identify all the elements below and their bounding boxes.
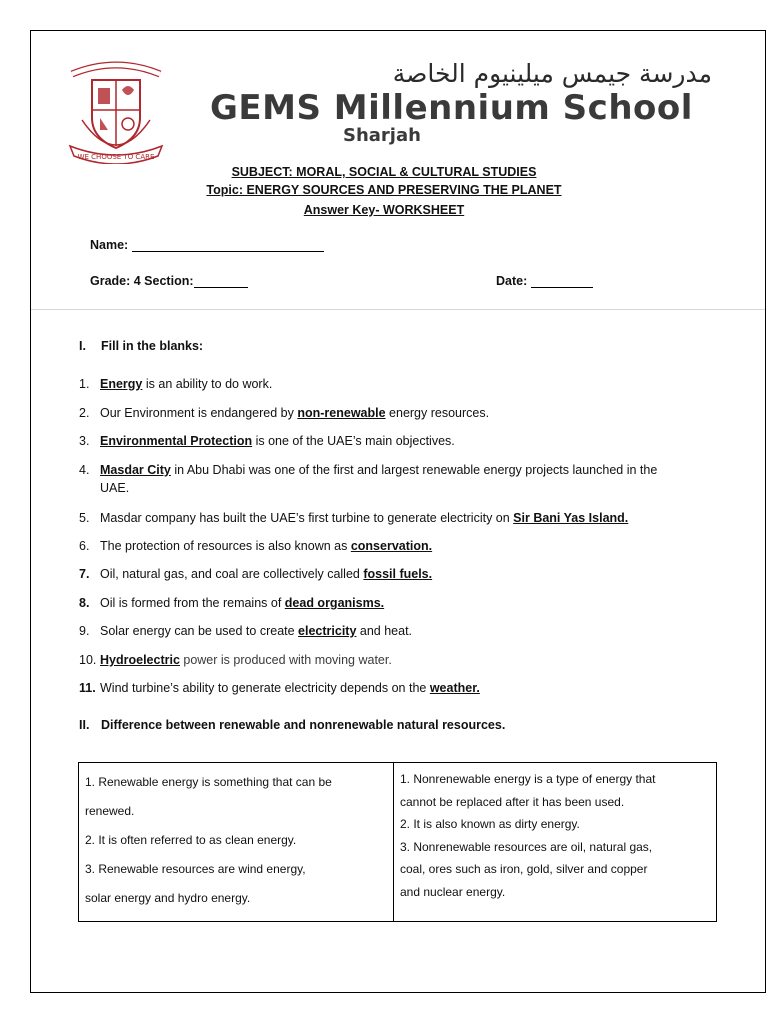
subject-heading: SUBJECT: MORAL, SOCIAL & CULTURAL STUDIES (231, 165, 537, 179)
date-field (496, 274, 593, 288)
nonrenewable-point: cannot be replaced after it has been used. (400, 794, 625, 809)
question-11: 11. Wind turbine’s ability to generate electricity depends on the weather. (79, 681, 480, 695)
answer: Energy (100, 377, 143, 391)
nonrenewable-point: coal, ores such as iron, gold, silver and copper (400, 862, 648, 876)
renewable-cell (79, 763, 394, 921)
school-crest-logo (62, 60, 170, 164)
date-label: Date: (496, 274, 528, 288)
school-name-english: GEMS Millennium School (210, 88, 693, 128)
question-4: 4. Masdar City in Abu Dhabi was one of the first and largest renewable energy projects launched in the UAE. (79, 463, 658, 495)
question-2: 2. Our Environment is endangered by non-renewable energy resources. (79, 406, 490, 420)
logo-motto: WE CHOOSE TO CARE (77, 153, 155, 161)
question-7: 7. Oil, natural gas, and coal are collectively called fossil fuels. (79, 567, 433, 581)
answer: dead organisms. (284, 596, 385, 610)
question-1: 1. Energy is an ability to do work. (79, 377, 273, 391)
question-8: 8. Oil is formed from the remains of dead organisms. (79, 596, 385, 610)
name-blank[interactable] (132, 239, 324, 252)
renewable-point: solar energy and hydro energy. (85, 891, 251, 905)
question-9: 9. Solar energy can be used to create electricity and heat. (79, 624, 413, 638)
renewable-point: 3. Renewable resources are wind energy, (85, 862, 306, 876)
header-divider (31, 309, 765, 310)
answer: non-renewable (297, 406, 386, 420)
name-field (90, 238, 324, 252)
renewable-point: 1. Renewable energy is something that can be (85, 775, 332, 789)
topic-heading: Topic: ENERGY SOURCES AND PRESERVING THE PLANET (206, 183, 562, 197)
date-blank[interactable] (531, 275, 593, 288)
document-type-heading: Answer Key- WORKSHEET (303, 203, 465, 217)
answer: Hydroelectric (100, 653, 180, 667)
nonrenewable-cell (394, 763, 716, 921)
question-10: 10. Hydroelectric power is produced with moving water. (79, 653, 392, 667)
grade-label: Grade: 4 Section: (90, 274, 194, 288)
question-6: 6. The protection of resources is also known as conservation. (79, 539, 433, 553)
name-label: Name: (90, 238, 129, 252)
nonrenewable-point: and nuclear energy. (400, 884, 506, 899)
answer: weather. (429, 681, 480, 695)
section-2-title: II. Difference between renewable and nonrenewable natural resources. (79, 718, 506, 732)
answer: Masdar City (100, 463, 171, 477)
question-3: 3. Environmental Protection is one of the UAE’s main objectives. (79, 434, 455, 448)
answer: conservation. (350, 539, 433, 553)
renewable-point: renewed. (85, 804, 135, 818)
nonrenewable-point: 3. Nonrenewable resources are oil, natural gas, (400, 839, 653, 854)
answer: Sir Bani Yas Island. (513, 511, 629, 525)
grade-section-field (90, 274, 248, 288)
renewable-point: 2. It is often referred to as clean energy. (85, 833, 297, 847)
nonrenewable-point: 1. Nonrenewable energy is a type of energy that (400, 772, 656, 786)
section-blank[interactable] (194, 275, 248, 288)
question-5: 5. Masdar company has built the UAE’s first turbine to generate electricity on Sir Bani Yas Island. (79, 511, 629, 525)
school-city: Sharjah (343, 125, 421, 146)
section-1-title: I. Fill in the blanks: (79, 339, 204, 353)
comparison-table (78, 762, 717, 922)
school-name-arabic: مدرسة جيمس ميلينيوم الخاصة (392, 59, 712, 88)
answer: electricity (298, 624, 357, 638)
answer: fossil fuels. (363, 567, 433, 581)
nonrenewable-point: 2. It is also known as dirty energy. (400, 817, 580, 831)
answer: Environmental Protection (100, 434, 253, 448)
